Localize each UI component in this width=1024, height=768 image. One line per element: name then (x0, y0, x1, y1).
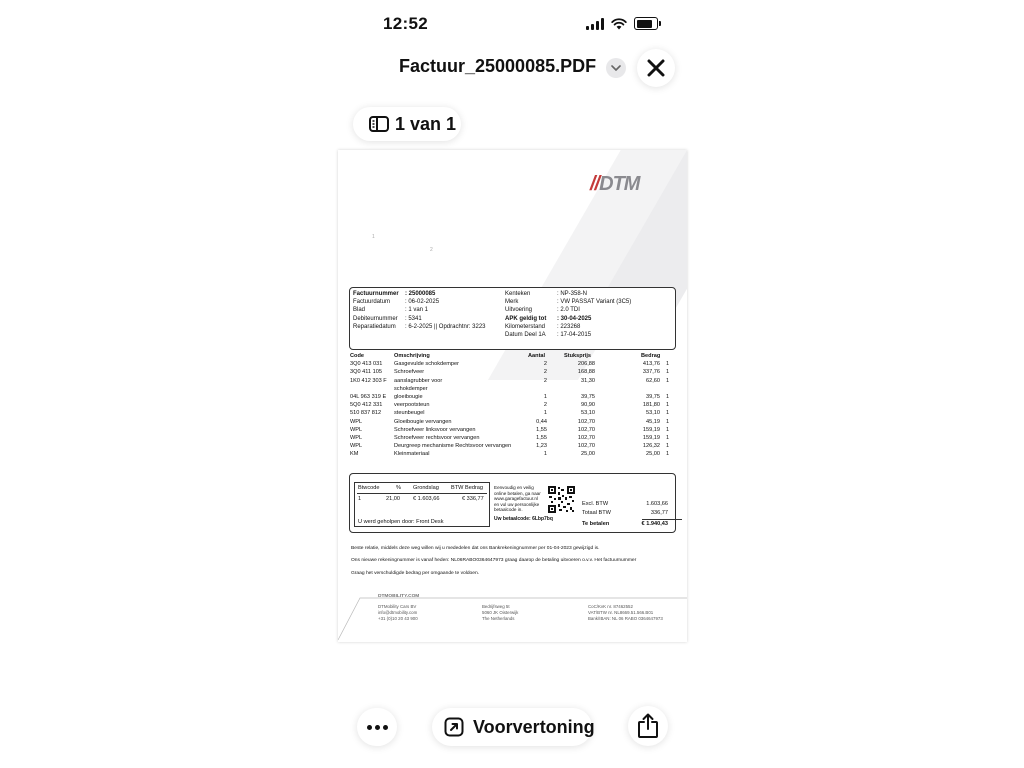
cell-amount: 159,19 (642, 426, 660, 433)
cell-price: 39,75 (581, 393, 595, 400)
cell-code: WPL (350, 434, 363, 441)
info-label: Datum Deel 1A (505, 331, 546, 338)
table-row (350, 401, 672, 409)
footer-line: CoC/KvK nr. 87462552 (588, 604, 633, 609)
cell-desc: steunbeugel (394, 410, 425, 417)
cell-desc: schokdemper (394, 385, 428, 392)
cell-vat: 1 (666, 377, 670, 384)
total-label: Excl. BTW (582, 501, 609, 507)
grand-total-label: Te betalen (582, 521, 610, 527)
cell-amount: 337,76 (642, 369, 660, 376)
cell-qty: 1 (543, 410, 547, 417)
cell-amount: 181,80 (642, 402, 660, 409)
cell-amount: 126,32 (642, 443, 660, 450)
battery-icon (634, 17, 658, 30)
table-row (350, 450, 672, 458)
cell-qty: 1 (543, 393, 547, 400)
footer-site: DTMOBILITY.COM (378, 594, 420, 599)
table-row (350, 418, 672, 426)
cell-desc: Gasgevulde schokdemper (394, 361, 459, 368)
cell-code: 1K0 412 303 F (350, 377, 387, 384)
cell-price: 168,88 (577, 369, 595, 376)
info-value: : 1 van 1 (405, 307, 429, 314)
cell-code: WPL (350, 443, 363, 450)
info-value: : 06-02-2025 (405, 299, 440, 306)
total-row (582, 509, 670, 518)
cell-vat: 1 (666, 443, 670, 450)
footer-line: 5060 JK Oisterwijk (482, 610, 519, 615)
cell-vat: 1 (666, 434, 670, 441)
pay-code: Uw betaalcode: 6Lbp7bq (494, 516, 553, 522)
table-row (350, 434, 672, 442)
table-row (350, 393, 672, 401)
pay-info-line: betaalcode in. (494, 507, 523, 513)
table-row (350, 409, 672, 417)
total-value: 1.603,66 (646, 501, 668, 507)
cell-price: 102,70 (577, 418, 595, 425)
company-logo: //DTM (590, 173, 640, 195)
cell-amount: 39,75 (646, 393, 660, 400)
cell-qty: 1,55 (536, 426, 547, 433)
invoice-info-box (349, 287, 676, 350)
share-button[interactable] (628, 706, 668, 746)
footer-line: DTMobility Cars BV (378, 604, 417, 609)
cell-desc: veerpootsteun (394, 402, 430, 409)
cell-vat: 1 (666, 361, 670, 368)
table-row (350, 360, 672, 368)
document-title[interactable]: Factuur_25000085.PDF (399, 56, 597, 76)
cell-desc: gloeibougie (394, 393, 423, 400)
table-row (350, 377, 672, 385)
cell-code: WPL (350, 418, 363, 425)
info-value: : 30-04-2025 (557, 315, 592, 322)
cell-qty: 1,23 (536, 443, 547, 450)
footer-line: info@dtmobility.com (378, 610, 418, 615)
pay-info-line: Eenvoudig en veilig (494, 485, 534, 490)
note-line: Graag het verschuldigde bedrag per omgaande te voldoen. (351, 570, 480, 576)
info-label: Kilometerstand (505, 323, 546, 330)
table-row (350, 442, 672, 450)
cell-price: 25,00 (581, 451, 595, 458)
cell-qty: 1,55 (536, 434, 547, 441)
cell-desc: Gloeibougie vervangen (394, 418, 452, 425)
info-value: : 17-04-2015 (557, 331, 592, 338)
cell-price: 206,88 (577, 361, 595, 368)
cell-qty: 2 (543, 361, 547, 368)
table-header: Code Omschrijving Aantal Stuksprijs Bedrag (350, 353, 661, 359)
info-value: : 5341 (405, 315, 422, 322)
cell-amount: 159,19 (642, 434, 660, 441)
open-external-icon (444, 717, 464, 737)
cell-desc: Deurgreep mechanisme Rechtsvoor vervangen (394, 443, 512, 450)
footer-line: +31 (0)10 20 43 900 (378, 616, 418, 621)
note-line: Ons nieuwe rekeningnummer is vanaf heden: NL06RABO0364647973 graag daarop de betaling uitvoeren o.v.v. Het factuurnummer (351, 558, 637, 564)
cell-code: 04L 963 319 E (350, 393, 387, 400)
close-icon (647, 59, 665, 77)
cell-code: 5Q0 412 331 (350, 402, 383, 409)
cell-vat: 1 (666, 426, 670, 433)
cell-price: 102,70 (577, 434, 595, 441)
cell-vat: 1 (666, 393, 670, 400)
qr-code[interactable] (548, 486, 575, 513)
footer-line: The Netherlands (482, 616, 515, 621)
cell-qty: 0,44 (536, 418, 547, 425)
cell-qty: 2 (543, 377, 547, 384)
cellular-signal-icon (586, 18, 604, 30)
total-value: 336,77 (650, 509, 668, 516)
cell-qty: 1 (543, 451, 547, 458)
pay-info-line: online betalen, ga naar (494, 490, 541, 496)
cell-code: KM (350, 451, 359, 458)
cell-qty: 2 (543, 369, 547, 376)
cell-desc: Schroefveer linksvoor vervangen (394, 426, 476, 433)
cell-price: 90,90 (581, 402, 595, 409)
cell-vat: 1 (666, 410, 670, 417)
cell-code: 510 837 812 (350, 410, 382, 417)
invoice-items-table (350, 352, 672, 458)
wifi-icon (611, 18, 627, 30)
preview-button-label: Voorvertoning (473, 716, 595, 737)
cell-price: 102,70 (577, 443, 595, 450)
info-value: : 6-2-2025 || Opdrachtnr: 3223 (405, 323, 486, 330)
more-button[interactable] (357, 708, 397, 746)
grand-total-value: € 1.940,43 (641, 521, 668, 527)
cell-vat: 1 (666, 451, 670, 458)
info-label: Factuurnummer (353, 291, 399, 297)
footer-line: VAT/BTW nr. NL8669.51.566.B01 (588, 610, 654, 615)
sidebar-icon (369, 116, 389, 132)
cell-vat: 1 (666, 369, 670, 376)
cell-amount: 62,60 (646, 377, 660, 384)
total-label: Totaal BTW (582, 509, 611, 516)
preview-button[interactable] (432, 708, 595, 746)
cell-amount: 413,76 (642, 361, 660, 368)
info-value: : VW PASSAT Variant (3C5) (557, 299, 632, 306)
cell-code: 3Q0 413 031 (350, 361, 383, 368)
cell-code: WPL (350, 426, 363, 433)
info-value: : 2.0 TDI (557, 307, 580, 314)
total-row (582, 500, 670, 509)
info-label: Debiteurnummer (353, 315, 398, 322)
cell-desc: Kleinmateriaal (394, 451, 430, 458)
info-label: Uitvoering (505, 307, 533, 314)
chevron-down-icon (611, 65, 621, 71)
cell-price: 31,30 (581, 377, 595, 384)
cell-desc: Schroefveer rechtsvoor vervangen (394, 434, 480, 441)
pdf-page[interactable]: //DTM 1 2 Factuurnummer : 25000085 Factuurdatum : 06-02-2025 Blad : 1 van 1 Debiteurnummer : 5341 Reparatiedatum : 6-2-2025 || Opdrachtnr: 3223 Kenteken : NP-358-N Merk : VW PASSAT Variant (3C5) Uitvoering : 2.0 TDI APK geldig tot : 30-04-2025 Kilometerstand : 223268 Datum Deel 1A : 17-04-2015 Code Omschrijving Aantal Stuksprijs Bedrag 3Q0 413 031 Gasgevulde schokdemper 2 206,88 413,76 1 3Q0 411 105 Schroefveer 2 168,88 337,76 1 1K0 412 303 F aanslagrubber voor 2 31,30 62,60 1 schokdemper 04L 963 319 E gloeibougie 1 39,75 39,75 1 5Q0 412 331 veerpootsteun 2 90,90 181,80 1 510 837 812 steunbeugel 1 53,10 53,10 1 WPL Gloeibougie vervangen 0,44 102,70 45,19 1 WPL Schroefveer linksvoor vervangen 1,55 102,70 159,19 1 WPL Schroefveer rechtsvoor vervangen 1,55 102,70 159,19 1 WPL Deurgreep mechanisme Rechtsvoor vervangen 1,23 102,70 126,32 1 KM Kleinmateriaal 1 25,00 25,00 1 Btwcode % Grondslag BTW Bedrag 1 21,00 € 1.603,66 € 336,77 U werd geholpen door: Front Desk Eenvoudig en veilig online betalen, ga naar www.garagefactuur.nl en vul uw persoonlijke betaalcode in. Uw betaalcode: 6Lbp7bq Excl. BTW 1.603,66 Totaal BTW 336,77 Te betalen € 1.940,43 Beste relatie, middels deze weg willen wij u mededelen dat ons Bankrekeningnummer per 01-04-2023 gewijzigd is. Ons nieuwe rekeningnummer is vanaf heden: NL06RABO0364647973 graag daarop de betaling uitvoeren o.v.v. Het factuurnummer Graag het verschuldigde bedrag per omgaande te voldoen. DTMOBILITY.COM DTMobility Cars BV info@dtmobility.com +31 (0)10 20 43 900 Bedrijfsweg 5t 5060 JK Oisterwijk The Netherlands CoC/KvK nr. 87462552 VAT/BTW nr. NL8669.51.566.B01 Bank/IBAN: NL 06 RABO 0364647973 (338, 150, 687, 642)
vat-table: Btwcode % Grondslag BTW Bedrag 1 21,00 € 1.603,66 € 336,77 U werd geholpen door: Front Desk (354, 482, 490, 527)
share-icon (637, 713, 659, 739)
cell-vat: 1 (666, 418, 670, 425)
footer-line: Bank/IBAN: NL 06 RABO 0364647973 (588, 616, 663, 621)
cell-code: 3Q0 411 105 (350, 369, 382, 376)
cell-price: 53,10 (581, 410, 595, 417)
more-icon (367, 725, 372, 730)
cell-qty: 2 (543, 402, 547, 409)
note-line: Beste relatie, middels deze weg willen wij u mededelen dat ons Bankrekeningnummer per 01-04-2023 gewijzigd is. (351, 546, 600, 551)
totals-box (349, 473, 676, 533)
info-value: : NP-358-N (557, 291, 588, 297)
status-time: 12:52 (383, 14, 428, 33)
cell-amount: 53,10 (646, 410, 660, 417)
cell-desc: aanslagrubber voor (394, 377, 443, 384)
info-label: Blad (353, 307, 366, 314)
pay-info-line: en vul uw persoonlijke (494, 501, 540, 507)
page-indicator-label: 1 van 1 (395, 113, 457, 134)
pay-info-line: www.garagefactuur.nl (494, 496, 538, 502)
info-label: Kenteken (505, 291, 531, 297)
cell-amount: 45,19 (646, 418, 660, 425)
helped-by: U werd geholpen door: Front Desk (358, 519, 444, 525)
cell-amount: 25,00 (646, 451, 660, 458)
cell-vat: 1 (666, 402, 670, 409)
info-value: : 25000085 (405, 291, 436, 297)
status-bar (336, 0, 688, 52)
info-label: Factuurdatum (353, 299, 391, 306)
footer-line: Bedrijfsweg 5t (482, 604, 510, 609)
page-indicator-button[interactable] (353, 107, 461, 141)
cell-desc: Schroefveer (394, 369, 425, 376)
table-row (350, 426, 672, 434)
title-menu-button[interactable] (606, 58, 626, 78)
info-label: Merk (505, 299, 519, 306)
close-button[interactable] (637, 49, 675, 87)
info-label: APK geldig tot (505, 315, 547, 322)
info-value: : 223268 (557, 323, 581, 330)
table-row (350, 385, 672, 393)
table-row (350, 368, 672, 376)
cell-price: 102,70 (577, 426, 595, 433)
info-label: Reparatiedatum (353, 323, 396, 330)
